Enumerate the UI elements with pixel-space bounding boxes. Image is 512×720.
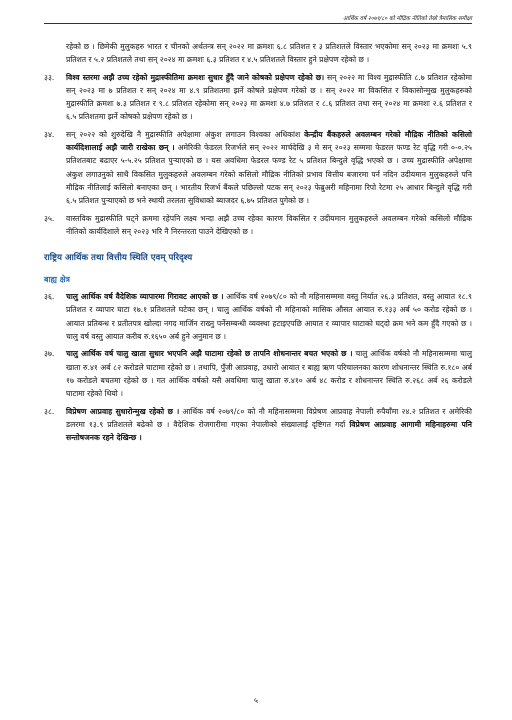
paragraph-body — [66, 290, 472, 343]
bold-lead: विप्रेषण आप्रवाह सुधारोन्मुख रहेको छ । — [66, 406, 180, 416]
paragraph-number: ३३. — [44, 72, 55, 82]
paragraph-number: ३८. — [44, 406, 55, 416]
body-text: चालु आर्थिक वर्षको नौ महिनासम्ममा चालु खाता रु.४१ अर्ब ८२ करोडले घाटामा रहेको छ । तथापि, पुँजी आप्रवाह, उधारो आयात र बाह्य ऋण परिचालनका कारण शोधनान्तर स्थिति रु.१८० अर्ब १७ करोडले बचतमा रहेको छ । गत आर्थिक वर्षको यसै अवधिमा चालु खाता रु.४१० अर्ब ४८ करोड र शोधनान्तर स्थिति रु.२६८ अर्ब २६ करोडले घाटामा रहेको थियो । — [66, 349, 472, 399]
paragraph-37 — [44, 347, 472, 400]
intro-paragraph: रहेको छ । छिमेकी मुलुकहरु भारत र चीनको अर्थतन्त्र सन् २०२२ मा क्रमशः ६.८ प्रतिशत र ३ प्रतिशतले विस्तार भएकोमा सन् २०२३ मा क्रमशः ५.९ प्रतिशत र ५.२ प्रतिशतले तथा सन् २०२४ मा क्रमशः ६.३ प्रतिशत र ४.५ प्रतिशतले विस्तार हुने प्रक्षेपण रहेको छ । — [66, 42, 472, 65]
body-text: अमेरिकी फेडरल रिजर्भले सन् २०२२ मार्चदेखि ३ मे सन् २०२३ सम्ममा फेडरल फण्ड रेट वृद्धि गरी ०-०.२५ प्रतिशतबाट बढाएर ५-५.२५ प्रतिशत पुऱ्याएको छ । यस अवधिमा फेडरल फण्ड रेट ५ प्रतिशत बिन्दुले वृद्धि भएको छ । उच्च मुद्रास्फीति अपेक्षामा अंकुश लगाउनुको साथै विकसित मुलुकहरुले अवलम्बन गरेको कसिलो मौद्रिक नीतिको प्रभाव वित्तीय बजारमा पर्न नदिन उदीयमान मुलुकहरुले पनि मौद्रिक नीतिलाई कसिलो बनाएका छन् । भारतीय रिजर्भ बैंकले पछिल्लो पटक सन् २०२३ फेब्रुअरी महिनामा रिपो रेटमा २५ आधार बिन्दुले वृद्धि गरी ६.५ प्रतिशत पुऱ्याएको छ भने स्थायी तरलता सुविधाको ब्याजदर ६.७५ प्रतिशत पुगेको छ । — [66, 143, 472, 206]
paragraph-35 — [44, 212, 472, 239]
body-text: सन् २०२२ मा विश्व मुद्रास्फीति ८.७ प्रतिशत रहेकोमा सन् २०२३ मा ७ प्रतिशत र सन् २०२४ मा ४.९ प्रतिशतमा झर्ने कोषले प्रक्षेपण गरेको छ । सन् २०२२ मा विकसित र विकासोन्मुख मुलुकहरुको मुद्रास्फीति क्रमशः ७.३ प्रतिशत र ९.८ प्रतिशत रहेकोमा सन् २०२३ मा क्रमशः ४.७ प्रतिशत र ८.६ प्रतिशत तथा सन् २०२४ मा क्रमशः २.६ प्रतिशत र ६.५ प्रतिशतमा झर्ने कोषको प्रक्षेपण रहेको छ । — [66, 72, 472, 122]
paragraph-body — [66, 347, 472, 400]
paragraph-38 — [44, 405, 472, 445]
body-text: आर्थिक वर्ष २०७९/८० को नौ महिनासम्ममा विप्रेषण आप्रवाह नेपाली रुपैयाँमा २४.२ प्रतिशत र अमेरिकी डलरमा १३.९ प्रतिशतले बढेको छ । वैदेशिक रोजगारीमा गएका नेपालीको संख्यालाई दृष्टिगत गर्दा — [66, 406, 472, 429]
paragraph-body — [66, 128, 472, 208]
section-title: राष्ट्रिय आर्थिक तथा वित्तीय स्थिति एवम् परिदृश्य — [44, 253, 193, 264]
bold-trail: विप्रेषण आप्रवाह आगामी महिनाहरुमा पनि सन्तोषजनक रहने देखिन्छ । — [66, 419, 472, 443]
running-header: आर्थिक वर्ष २०७९/८० को मौद्रिक नीतिको तेस्रो त्रैमासिक समीक्षा — [342, 16, 472, 22]
paragraph-body: वास्तविक मुद्रास्फीति घट्ने क्रममा रहेपनि लक्ष्य भन्दा अझै उच्च रहेका कारण विकसित र उदीयमान मुलुकहरुले अवलम्बन गरेको कसिलो मौद्रिक नीतिको कार्यदिशाले सन् २०२३ भरि नै निरन्तरता पाउने देखिएको छ । — [66, 213, 472, 236]
bold-lead: चालु आर्थिक वर्ष चालु खाता सुधार भएपनि अझै घाटामा रहेको छ तापनि शोधनान्तर बचत भएको छ । — [66, 349, 353, 359]
paragraph-34 — [44, 128, 472, 208]
page-content — [44, 40, 472, 444]
paragraph-number: ३४. — [44, 129, 55, 139]
bold-lead: विश्व स्तरमा अझै उच्च रहेको मुद्रास्फीतिमा क्रमशः सुधार हुँदै जाने कोषको प्रक्षेपण रहेको छ। — [66, 72, 325, 82]
paragraph-number: ३६. — [44, 292, 55, 302]
sub-title: बाह्य क्षेत्र — [44, 275, 70, 285]
paragraph-body — [66, 405, 472, 445]
page-number: ५ — [254, 696, 258, 705]
paragraph-number: ३७. — [44, 349, 55, 359]
bold-lead: केन्द्रीय बैंकहरुले अवलम्बन गरेको मौद्रिक नीतिको कसिलो कार्यदिशालाई अझै जारी राखेका छन् । — [66, 129, 472, 153]
body-text: सन् २०२२ को शुरुदेखि नै मुद्रास्फीति अपेक्षामा अंकुश लगाउन विश्वका अधिकांश — [66, 129, 305, 139]
paragraph-body — [66, 71, 472, 124]
paragraph-number: ३५. — [44, 213, 55, 223]
body-text: आर्थिक वर्ष २०७९/८० को नौ महिनासम्ममा वस्तु निर्यात २६.३ प्रतिशत, वस्तु आयात १८.९ प्रतिशत र व्यापार घाटा १७.१ प्रतिशतले घटेका छन् । चालु आर्थिक वर्षको नौ महिनाको मासिक औसत आयात रु.१३३ अर्ब ५० करोड रहेको छ । आयात प्रतिबन्ध र प्रतीतपत्र खोल्दा नगद मार्जिन राख्नु पर्नेसम्बन्धी व्यवस्था हटाइएपछि आयात र व्यापार घाटाको घट्दो क्रम भने कम हुँदै गएको छ । चालु वर्ष वस्तु आयात करीब रु.१६५० अर्ब हुने अनुमान छ । — [66, 292, 472, 342]
paragraph-33 — [44, 71, 472, 124]
paragraph-36 — [44, 290, 472, 343]
bold-lead: चालु आर्थिक वर्ष वैदेशिक व्यापारमा गिरावट आएको छ । — [66, 292, 224, 302]
header-rule — [44, 23, 472, 24]
